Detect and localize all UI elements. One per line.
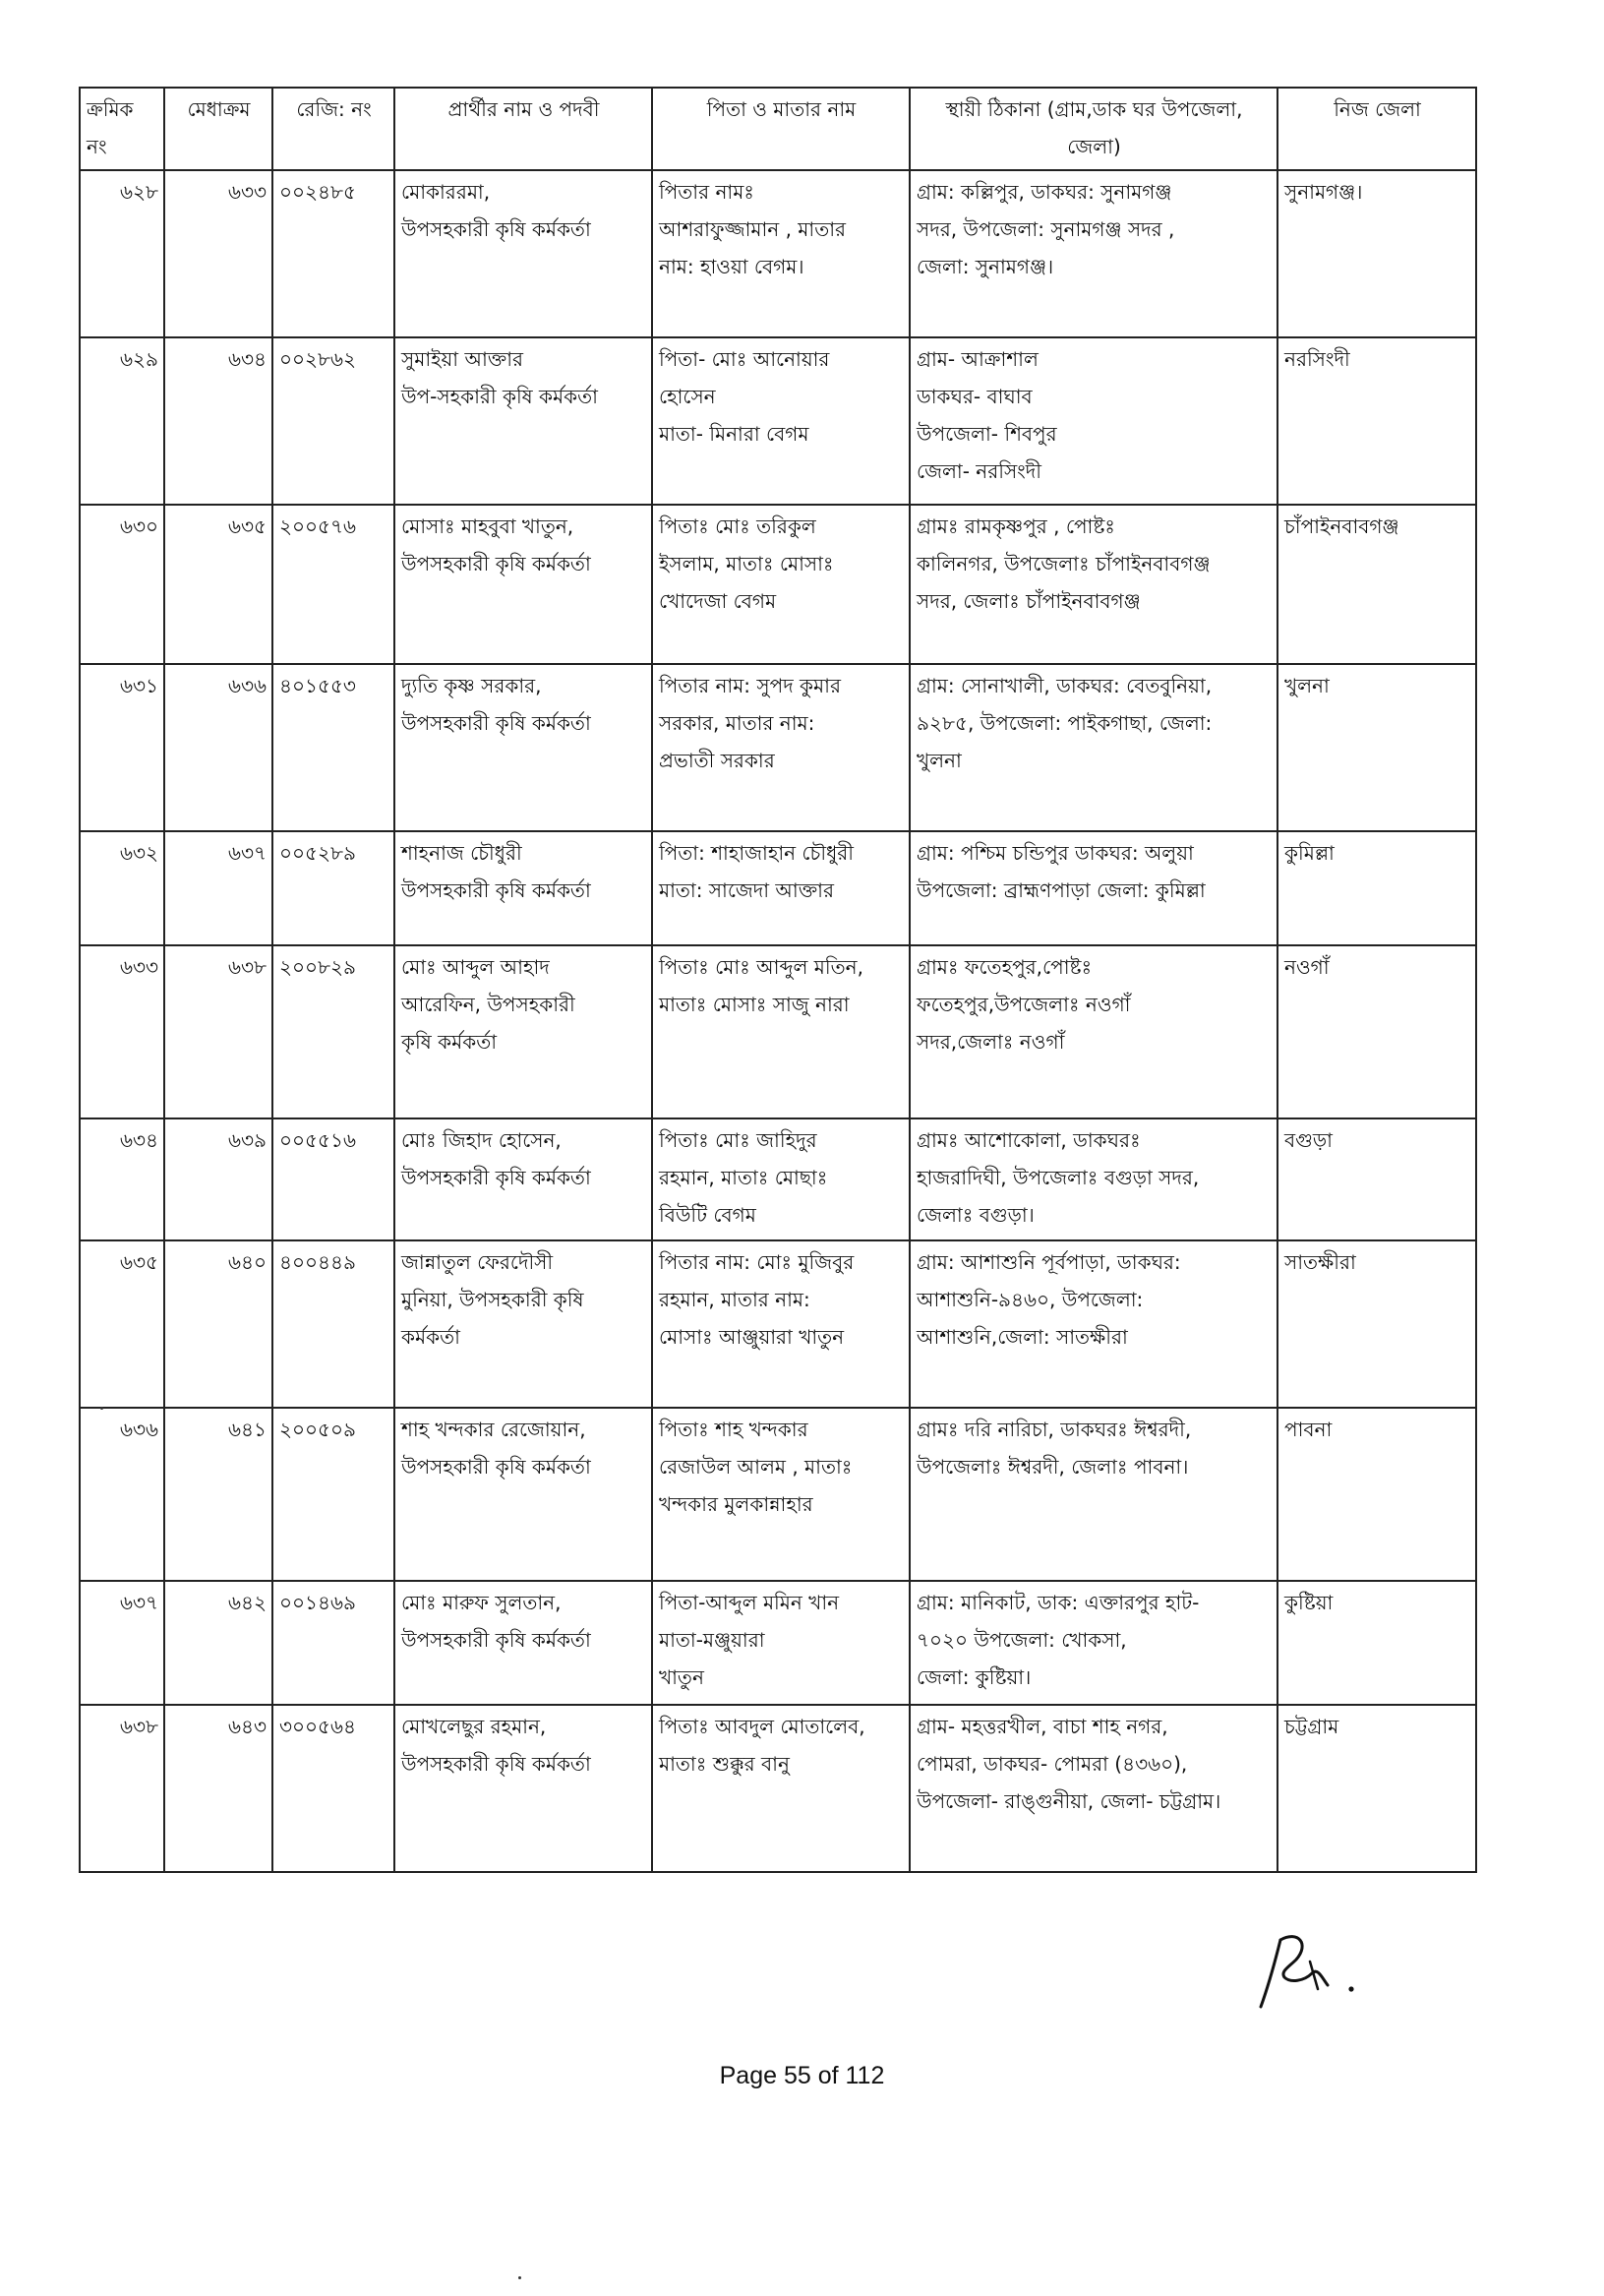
cell-serial: ৬৩৩ — [80, 945, 164, 1118]
cell-registration: ২০০৮২৯ — [272, 945, 394, 1118]
cell-merit: ৬৩৭ — [164, 831, 272, 945]
cell-parents — [652, 831, 910, 945]
table-row — [80, 1240, 1476, 1408]
cell-name-designation — [394, 664, 652, 831]
cell-parents-line: ইসলাম, মাতাঃ মোসাঃ — [659, 552, 834, 575]
cell-address-line: আশাশুনি-৯৪৬০, উপজেলা: — [917, 1288, 1144, 1311]
cell-parents-line: পিতার নাম: সুপদ কুমার — [659, 674, 841, 697]
cell-name-designation-line: মোকাররমা, — [401, 180, 491, 204]
cell-address-line: জেলা- নরসিংদী — [917, 459, 1041, 483]
cell-name-designation — [394, 170, 652, 337]
table-row — [80, 1705, 1476, 1872]
cell-address-line: গ্রামঃ ফতেহপুর,পোষ্টঃ — [917, 955, 1093, 979]
cell-registration: ৩০০৫৬৪ — [272, 1705, 394, 1872]
cell-serial: ৬৩০ — [80, 505, 164, 664]
cell-name-designation — [394, 945, 652, 1118]
scan-speck — [100, 1407, 103, 1410]
cell-address — [910, 1408, 1277, 1581]
cell-name-designation-line: উপসহকারী কৃষি কর্মকর্তা — [401, 552, 591, 575]
table-row — [80, 831, 1476, 945]
cell-parents-line: পিতাঃ মোঃ তরিকুল — [659, 514, 816, 538]
cell-name-designation — [394, 1581, 652, 1705]
cell-address-line: সদর, উপজেলা: সুনামগঞ্জ সদর , — [917, 217, 1175, 241]
cell-address-line: গ্রামঃ আশোকোলা, ডাকঘরঃ — [917, 1128, 1141, 1152]
cell-address-line: ডাকঘর- বাঘাব — [917, 385, 1033, 408]
cell-merit: ৬৩৪ — [164, 337, 272, 505]
table-row — [80, 505, 1476, 664]
cell-registration: ০০৫৫১৬ — [272, 1118, 394, 1240]
cell-name-designation-line: আরেফিন, উপসহকারী — [401, 993, 575, 1016]
scan-speck — [518, 2276, 521, 2279]
cell-name-designation-line: মোঃ জিহাদ হোসেন, — [401, 1128, 562, 1152]
cell-home-district: সুনামগঞ্জ। — [1277, 170, 1476, 337]
candidate-table — [79, 87, 1477, 1873]
cell-address — [910, 1705, 1277, 1872]
cell-parents-line: সরকার, মাতার নাম: — [659, 711, 815, 735]
cell-parents-line: মাতাঃ শুক্কুর বানু — [659, 1752, 790, 1776]
cell-name-designation-line: উপসহকারী কৃষি কর্মকর্তা — [401, 1752, 591, 1776]
cell-address-line: গ্রাম: পশ্চিম চন্ডিপুর ডাকঘর: অলুয়া — [917, 841, 1194, 865]
cell-serial: ৬৩৬ — [80, 1408, 164, 1581]
cell-parents-line: খাতুন — [659, 1665, 704, 1689]
signature-mark — [1241, 1926, 1389, 2015]
header-address: স্থায়ী ঠিকানা (গ্রাম,ডাক ঘর উপজেলা, জেলা) — [910, 88, 1277, 170]
table-row — [80, 945, 1476, 1118]
table-row — [80, 170, 1476, 337]
cell-address-line: খুলনা — [917, 749, 962, 772]
cell-parents-line: প্রভাতী সরকার — [659, 749, 775, 772]
cell-address — [910, 945, 1277, 1118]
cell-name-designation — [394, 831, 652, 945]
cell-parents — [652, 945, 910, 1118]
header-name-designation: প্রার্থীর নাম ও পদবী — [394, 88, 652, 170]
cell-parents-line: পিতা-আব্দুল মমিন খান — [659, 1591, 840, 1614]
cell-address-line: গ্রামঃ দরি নারিচা, ডাকঘরঃ ঈশ্বরদী, — [917, 1418, 1192, 1441]
cell-parents-line: পিতার নামঃ — [659, 180, 754, 204]
cell-merit: ৬৪৩ — [164, 1705, 272, 1872]
cell-address-line: পোমরা, ডাকঘর- পোমরা (৪৩৬০), — [917, 1752, 1188, 1776]
cell-address — [910, 1118, 1277, 1240]
cell-home-district: কুষ্টিয়া — [1277, 1581, 1476, 1705]
cell-name-designation-line: উপসহকারী কৃষি কর্মকর্তা — [401, 1166, 591, 1189]
cell-address — [910, 1581, 1277, 1705]
cell-serial: ৬৩১ — [80, 664, 164, 831]
cell-name-designation-line: মোঃ মারুফ সুলতান, — [401, 1591, 562, 1614]
table-header-row — [80, 88, 1476, 170]
cell-parents-line: নাম: হাওয়া বেগম। — [659, 255, 804, 278]
cell-address-line: গ্রাম: কল্লিপুর, ডাকঘর: সুনামগঞ্জ — [917, 180, 1172, 204]
header-serial: ক্রমিক নং — [80, 88, 164, 170]
cell-address-line: আশাশুনি,জেলা: সাতক্ষীরা — [917, 1325, 1128, 1349]
cell-registration: ২০০৫৭৬ — [272, 505, 394, 664]
cell-parents — [652, 1240, 910, 1408]
cell-merit: ৬৪০ — [164, 1240, 272, 1408]
cell-serial: ৬৩৭ — [80, 1581, 164, 1705]
cell-home-district: চট্টগ্রাম — [1277, 1705, 1476, 1872]
cell-name-designation-line: জান্নাতুল ফেরদৌসী — [401, 1250, 554, 1274]
cell-parents-line: বিউটি বেগম — [659, 1203, 756, 1227]
table-row — [80, 337, 1476, 505]
cell-parents-line: পিতাঃ শাহ খন্দকার — [659, 1418, 808, 1441]
cell-address — [910, 831, 1277, 945]
cell-registration: ০০২৪৮৫ — [272, 170, 394, 337]
cell-parents-line: মাতা-মঞ্জুয়ারা — [659, 1628, 765, 1652]
cell-serial: ৬২৮ — [80, 170, 164, 337]
table-row — [80, 1408, 1476, 1581]
cell-name-designation-line: মুনিয়া, উপসহকারী কৃষি — [401, 1288, 584, 1311]
cell-registration: ০০৫২৮৯ — [272, 831, 394, 945]
cell-parents-line: মাতা- মিনারা বেগম — [659, 422, 809, 446]
cell-name-designation-line: শাহনাজ চৌধুরী — [401, 841, 522, 865]
cell-name-designation-line: মোঃ আব্দুল আহাদ — [401, 955, 550, 979]
cell-address-line: গ্রাম: সোনাখালী, ডাকঘর: বেতবুনিয়া, — [917, 674, 1213, 697]
cell-name-designation — [394, 1240, 652, 1408]
cell-name-designation-line: দ্যুতি কৃষ্ণ সরকার, — [401, 674, 542, 697]
cell-address-line: কালিনগর, উপজেলাঃ চাঁপাইনবাবগঞ্জ — [917, 552, 1211, 575]
cell-address-line: ফতেহপুর,উপজেলাঃ নওগাঁ — [917, 993, 1131, 1016]
cell-parents — [652, 170, 910, 337]
cell-parents-line: রহমান, মাতাঃ মোছাঃ — [659, 1166, 828, 1189]
cell-parents-line: রেজাউল আলম , মাতাঃ — [659, 1455, 853, 1479]
cell-address-line: উপজেলা- রাঙ্গুনীয়া, জেলা- চট্টগ্রাম। — [917, 1789, 1221, 1813]
header-registration: রেজি: নং — [272, 88, 394, 170]
cell-parents-line: মোসাঃ আঞ্জুয়ারা খাতুন — [659, 1325, 845, 1349]
cell-name-designation-line: কর্মকর্তা — [401, 1325, 460, 1349]
header-merit: মেধাক্রম — [164, 88, 272, 170]
cell-serial: ৬৩৫ — [80, 1240, 164, 1408]
cell-registration: ০০২৮৬২ — [272, 337, 394, 505]
cell-parents — [652, 664, 910, 831]
cell-address-line: হাজরাদিঘী, উপজেলাঃ বগুড়া সদর, — [917, 1166, 1200, 1189]
cell-parents — [652, 505, 910, 664]
cell-name-designation-line: উপসহকারী কৃষি কর্মকর্তা — [401, 711, 591, 735]
cell-name-designation-line: উপ-সহকারী কৃষি কর্মকর্তা — [401, 385, 598, 408]
cell-name-designation — [394, 337, 652, 505]
cell-registration: ২০০৫০৯ — [272, 1408, 394, 1581]
cell-parents-line: খন্দকার মুলকান্নাহার — [659, 1492, 813, 1516]
cell-parents-line: রহমান, মাতার নাম: — [659, 1288, 810, 1311]
header-home-district: নিজ জেলা — [1277, 88, 1476, 170]
cell-name-designation-line: সুমাইয়া আক্তার — [401, 347, 524, 371]
table-row — [80, 1118, 1476, 1240]
cell-serial: ৬২৯ — [80, 337, 164, 505]
cell-parents — [652, 337, 910, 505]
table-row — [80, 1581, 1476, 1705]
cell-merit: ৬৩৫ — [164, 505, 272, 664]
cell-parents-line: পিতা- মোঃ আনোয়ার — [659, 347, 830, 371]
cell-address-line: সদর,জেলাঃ নওগাঁ — [917, 1030, 1065, 1054]
cell-parents — [652, 1118, 910, 1240]
cell-merit: ৬৪১ — [164, 1408, 272, 1581]
cell-serial: ৬৩৪ — [80, 1118, 164, 1240]
table-row — [80, 664, 1476, 831]
cell-address-line: গ্রাম: মানিকাট, ডাক: এক্তারপুর হাট- — [917, 1591, 1200, 1614]
cell-parents-line: মাতাঃ মোসাঃ সাজু নারা — [659, 993, 850, 1016]
cell-address-line: সদর, জেলাঃ চাঁপাইনবাবগঞ্জ — [917, 589, 1141, 613]
cell-home-district: সাতক্ষীরা — [1277, 1240, 1476, 1408]
cell-address-line: জেলাঃ বগুড়া। — [917, 1203, 1035, 1227]
cell-name-designation-line: কৃষি কর্মকর্তা — [401, 1030, 497, 1054]
cell-name-designation — [394, 505, 652, 664]
cell-address-line: গ্রাম: আশাশুনি পূর্বপাড়া, ডাকঘর: — [917, 1250, 1181, 1274]
cell-parents-line: পিতাঃ আবদুল মোতালেব, — [659, 1715, 865, 1738]
cell-address-line: ৯২৮৫, উপজেলা: পাইকগাছা, জেলা: — [917, 711, 1213, 735]
cell-parents-line: পিতার নাম: মোঃ মুজিবুর — [659, 1250, 855, 1274]
cell-name-designation-line: শাহ খন্দকার রেজোয়ান, — [401, 1418, 586, 1441]
cell-home-district: বগুড়া — [1277, 1118, 1476, 1240]
cell-home-district: নরসিংদী — [1277, 337, 1476, 505]
cell-address — [910, 337, 1277, 505]
cell-parents-line: আশরাফুজ্জামান , মাতার — [659, 217, 846, 241]
cell-name-designation-line: উপসহকারী কৃষি কর্মকর্তা — [401, 878, 591, 902]
cell-home-district: চাঁপাইনবাবগঞ্জ — [1277, 505, 1476, 664]
cell-address — [910, 505, 1277, 664]
cell-merit: ৬৩৬ — [164, 664, 272, 831]
cell-home-district: পাবনা — [1277, 1408, 1476, 1581]
header-parents: পিতা ও মাতার নাম — [652, 88, 910, 170]
cell-parents-line: পিতাঃ মোঃ জাহিদুর — [659, 1128, 817, 1152]
cell-parents — [652, 1705, 910, 1872]
cell-address-line: উপজেলা- শিবপুর — [917, 422, 1057, 446]
cell-merit: ৬৩৩ — [164, 170, 272, 337]
document-sheet — [79, 87, 1475, 1873]
cell-serial: ৬৩৮ — [80, 1705, 164, 1872]
cell-serial: ৬৩২ — [80, 831, 164, 945]
cell-home-district: কুমিল্লা — [1277, 831, 1476, 945]
cell-name-designation-line: উপসহকারী কৃষি কর্মকর্তা — [401, 1455, 591, 1479]
cell-name-designation — [394, 1118, 652, 1240]
cell-address-line: ৭০২০ উপজেলা: খোকসা, — [917, 1628, 1127, 1652]
cell-address-line: গ্রাম- আক্রাশাল — [917, 347, 1039, 371]
cell-name-designation-line: মোসাঃ মাহবুবা খাতুন, — [401, 514, 574, 538]
cell-merit: ৬৩৯ — [164, 1118, 272, 1240]
cell-parents — [652, 1408, 910, 1581]
cell-parents — [652, 1581, 910, 1705]
cell-parents-line: পিতা: শাহাজাহান চৌধুরী — [659, 841, 854, 865]
cell-address-line: জেলা: কুষ্টিয়া। — [917, 1665, 1032, 1689]
cell-name-designation-line: উপসহকারী কৃষি কর্মকর্তা — [401, 217, 591, 241]
cell-address — [910, 170, 1277, 337]
cell-parents-line: মাতা: সাজেদা আক্তার — [659, 878, 834, 902]
page-footer: Page 55 of 112 — [719, 2062, 885, 2089]
cell-address — [910, 664, 1277, 831]
cell-parents-line: হোসেন — [659, 385, 716, 408]
cell-address-line: গ্রাম- মহত্তরখীল, বাচা শাহ নগর, — [917, 1715, 1168, 1738]
cell-parents-line: খোদেজা বেগম — [659, 589, 777, 613]
cell-name-designation — [394, 1408, 652, 1581]
cell-home-district: খুলনা — [1277, 664, 1476, 831]
cell-registration: ৪০০৪৪৯ — [272, 1240, 394, 1408]
cell-name-designation-line: মোখলেছুর রহমান, — [401, 1715, 547, 1738]
table-body — [80, 170, 1476, 1872]
cell-address — [910, 1240, 1277, 1408]
cell-name-designation-line: উপসহকারী কৃষি কর্মকর্তা — [401, 1628, 591, 1652]
cell-merit: ৬৩৮ — [164, 945, 272, 1118]
cell-address-line: উপজেলাঃ ঈশ্বরদী, জেলাঃ পাবনা। — [917, 1455, 1189, 1479]
cell-home-district: নওগাঁ — [1277, 945, 1476, 1118]
cell-address-line: উপজেলা: ব্রাহ্মণপাড়া জেলা: কুমিল্লা — [917, 878, 1206, 902]
cell-name-designation — [394, 1705, 652, 1872]
cell-address-line: জেলা: সুনামগঞ্জ। — [917, 255, 1054, 278]
cell-parents-line: পিতাঃ মোঃ আব্দুল মতিন, — [659, 955, 863, 979]
cell-registration: ৪০১৫৫৩ — [272, 664, 394, 831]
cell-registration: ০০১৪৬৯ — [272, 1581, 394, 1705]
cell-address-line: গ্রামঃ রামকৃষ্ণপুর , পোষ্টঃ — [917, 514, 1115, 538]
cell-merit: ৬৪২ — [164, 1581, 272, 1705]
